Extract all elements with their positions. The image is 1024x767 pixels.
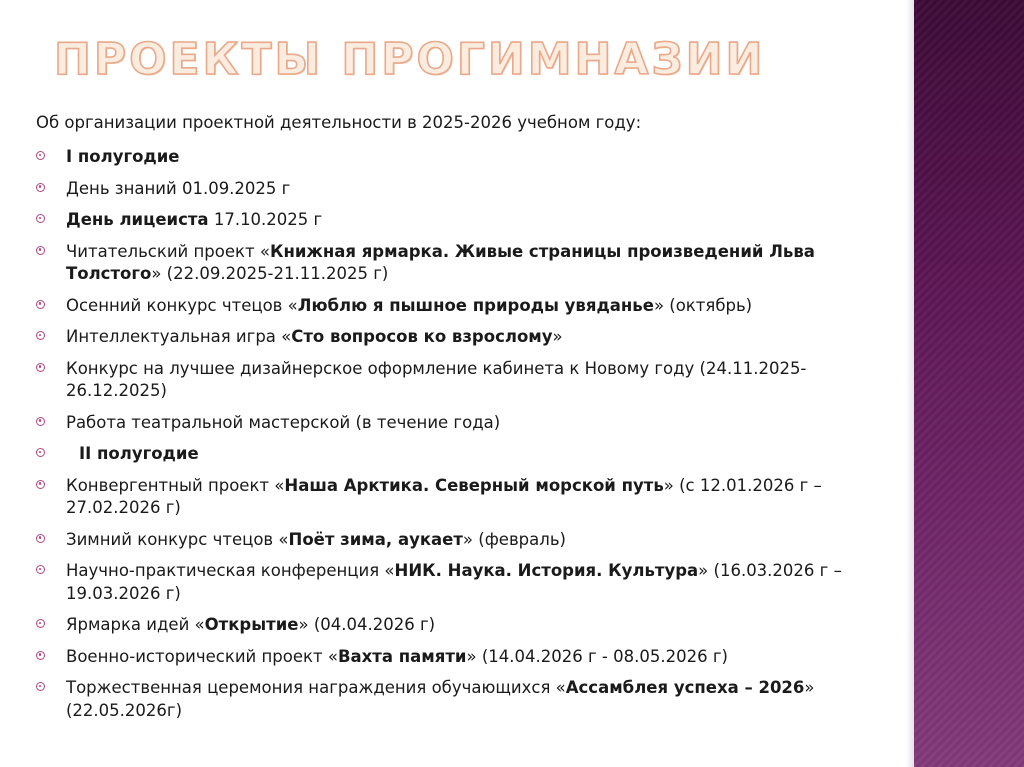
list-item-text: Работа театральной мастерской (в течение года) xyxy=(66,412,501,432)
list-item-bold: Книжная ярмарка. Живые страницы произведений Льва Толстого xyxy=(66,241,815,283)
list-item-prefix: Интеллектуальная игра « xyxy=(66,327,292,346)
list-item-suffix: » (февраль) xyxy=(462,529,566,549)
list-item xyxy=(36,209,896,232)
bullet-icon xyxy=(36,417,45,426)
bullet-icon xyxy=(36,183,45,192)
list-item xyxy=(36,326,896,349)
bullet-icon xyxy=(36,565,45,574)
list-item-first-half xyxy=(36,146,896,169)
list-item-prefix: Читательский проект « xyxy=(66,241,270,261)
list-item xyxy=(36,560,896,605)
list-item-bold: Вахта памяти xyxy=(337,646,467,666)
bullet-icon xyxy=(36,448,45,457)
list-item-text: День знаний 01.09.2025 г xyxy=(66,178,291,198)
bullet-icon xyxy=(36,363,45,372)
list-item-bold: I полугодие xyxy=(66,147,180,166)
list-item xyxy=(36,178,896,201)
list-item xyxy=(36,529,896,552)
list-item-bold: НИК. Наука. История. Культура xyxy=(394,561,699,580)
list-item-suffix: » (16.03.2026 г – 19.03.2026 г) xyxy=(66,561,842,603)
list-item xyxy=(36,358,896,403)
slide-title: ПРОЕКТЫ ПРОГИМНАЗИИ xyxy=(54,34,766,85)
list-item xyxy=(36,412,896,435)
list-item-suffix: » (14.04.2026 г - 08.05.2026 г) xyxy=(466,646,728,666)
decorative-side-band xyxy=(914,0,1024,767)
list-item-bold: Наша Арктика. Северный морской путь xyxy=(284,475,664,495)
bullet-icon xyxy=(36,480,45,489)
bullet-icon xyxy=(36,300,45,309)
list-item-prefix: Конвергентный проект « xyxy=(66,475,285,495)
slide-subtitle: Об организации проектной деятельности в 2025-2026 учебном году: xyxy=(36,113,642,132)
list-item-prefix: Ярмарка идей « xyxy=(66,615,205,634)
list-item-prefix: Зимний конкурс чтецов « xyxy=(66,529,289,549)
list-item-prefix: Военно-исторический проект « xyxy=(66,646,338,666)
bullet-icon xyxy=(36,534,45,543)
list-item-text: Конкурс на лучшее дизайнерское оформление кабинета к Новому году (24.11.2025-26.12.2025) xyxy=(66,358,807,400)
list-item-suffix: » (с 12.01.2026 г – 27.02.2026 г) xyxy=(66,475,822,517)
list-item-bold: Открытие xyxy=(204,615,299,634)
list-item-bold: Сто вопросов ко взрослому xyxy=(291,327,553,346)
list-item xyxy=(36,677,896,722)
bullet-icon xyxy=(36,151,45,160)
list-item xyxy=(36,295,896,318)
list-item xyxy=(36,646,896,669)
list-item xyxy=(36,241,896,286)
list-item-suffix: » xyxy=(552,327,563,346)
list-item-suffix: » (22.05.2026г) xyxy=(66,678,815,720)
list-item xyxy=(36,614,896,637)
list-item-suffix: » (октябрь) xyxy=(653,295,753,315)
list-item-prefix: Научно-практическая конференция « xyxy=(66,561,395,580)
list-item-bold: День лицеиста xyxy=(66,210,209,229)
list-item-prefix: Осенний конкурс чтецов « xyxy=(66,295,298,315)
bullet-icon xyxy=(36,682,45,691)
bullet-icon xyxy=(36,651,45,660)
bullet-icon xyxy=(36,331,45,340)
list-item-suffix: » (22.09.2025-21.11.2025 г) xyxy=(151,264,389,283)
list-item-bold: Поёт зима, аукает xyxy=(288,529,463,549)
project-list xyxy=(36,146,896,731)
bullet-icon xyxy=(36,619,45,628)
list-item-suffix: » (04.04.2026 г) xyxy=(298,615,436,634)
list-item xyxy=(36,475,896,520)
bullet-icon xyxy=(36,246,45,255)
list-item-bold: II полугодие xyxy=(79,444,199,463)
list-item-prefix: Торжественная церемония награждения обучающихся « xyxy=(66,678,566,697)
bullet-icon xyxy=(36,214,45,223)
list-item-suffix: 17.10.2025 г xyxy=(208,210,323,229)
list-item-second-half xyxy=(36,443,896,466)
list-item-bold: Ассамблея успеха – 2026 xyxy=(565,678,805,697)
list-item-bold: Люблю я пышное природы увяданье xyxy=(297,295,654,315)
